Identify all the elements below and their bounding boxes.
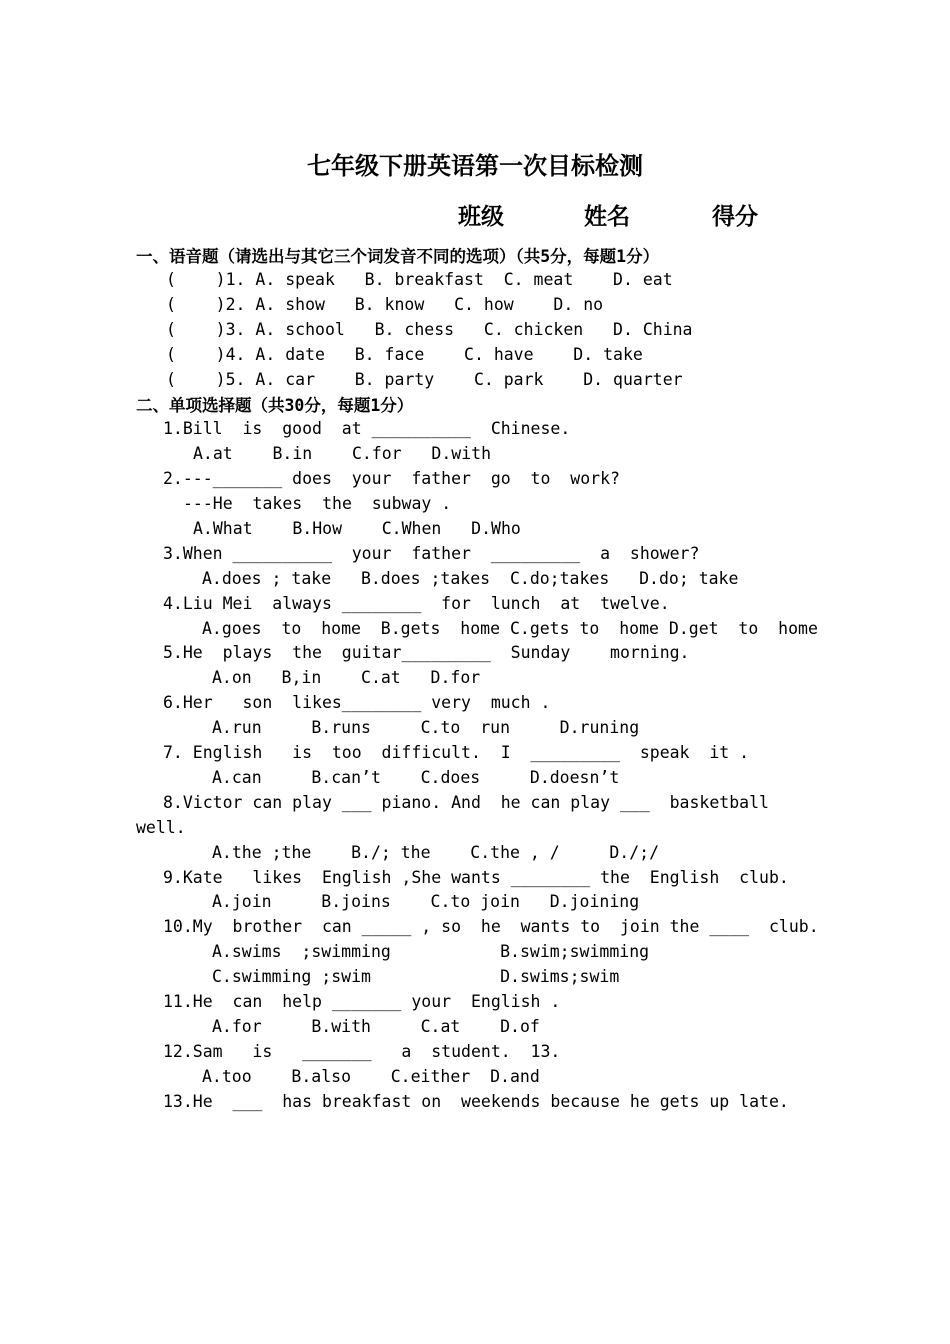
answer-options: A.does ; take B.does ;takes C.do;takes D.do; take [202,569,739,588]
phonetics-question: ( )4. A. date B. face C. have D. take [166,345,643,364]
answer-options: A.too B.also C.either D.and [202,1067,540,1086]
question-line: 4.Liu Mei always ________ for lunch at twelve. [163,594,670,613]
question-line: ---He takes the subway . [183,494,452,513]
answer-options: A.join B.joins C.to join D.joining [212,892,640,911]
section-2-heading: 二、单项选择题（共30分，每题1分） [136,396,414,415]
answer-options: A.can B.can’t C.does D.doesn’t [212,768,620,787]
question-line: well. [136,818,186,837]
question-line: 7. English is too difficult. I _________ speak it . [163,743,750,762]
answer-options: A.What B.How C.When D.Who [193,519,521,538]
answer-options: C.swimming ;swim D.swims;swim [212,967,620,986]
answer-options: A.the ;the B./; the C.the , / D./;/ [212,843,660,862]
question-line: 3.When __________ your father _________ a shower? [163,544,700,563]
answer-options: A.run B.runs C.to run D.runing [212,718,640,737]
question-line: 2.---_______ does your father go to work? [163,469,620,488]
question-line: 6.Her son likes________ very much . [163,693,551,712]
question-line: 10.My brother can _____ , so he wants to join the ____ club. [163,917,819,936]
score-label: 得分 [712,203,758,230]
phonetics-question: ( )5. A. car B. party C. park D. quarter [166,370,683,389]
question-line: 13.He ___ has breakfast on weekends because he gets up late. [163,1092,789,1111]
answer-options: A.swims ;swimming B.swim;swimming [212,942,650,961]
answer-options: A.on B,in C.at D.for [212,668,481,687]
question-line: 11.He can help _______ your English . [163,992,561,1011]
class-label: 班级 [458,203,504,230]
answer-options: A.for B.with C.at D.of [212,1017,540,1036]
answer-options: A.at B.in C.for D.with [193,444,492,463]
question-line: 5.He plays the guitar_________ Sunday morning. [163,643,690,662]
phonetics-question: ( )1. A. speak B. breakfast C. meat D. eat [166,270,673,289]
exam-title: 七年级下册英语第一次目标检测 [307,151,643,180]
section-1-heading: 一、语音题（请选出与其它三个词发音不同的选项）（共5分，每题1分） [136,247,660,266]
phonetics-question: ( )3. A. school B. chess C. chicken D. China [166,320,693,339]
name-label: 姓名 [584,203,630,230]
question-line: 1.Bill is good at __________ Chinese. [163,419,571,438]
question-line: 9.Kate likes English ,She wants ________ the English club. [163,868,789,887]
phonetics-question: ( )2. A. show B. know C. how D. no [166,295,604,314]
answer-options: A.goes to home B.gets home C.gets to home D.get to home [202,619,818,638]
question-line: 8.Victor can play ___ piano. And he can play ___ basketball [163,793,769,812]
question-line: 12.Sam is _______ a student. 13. [163,1042,561,1061]
